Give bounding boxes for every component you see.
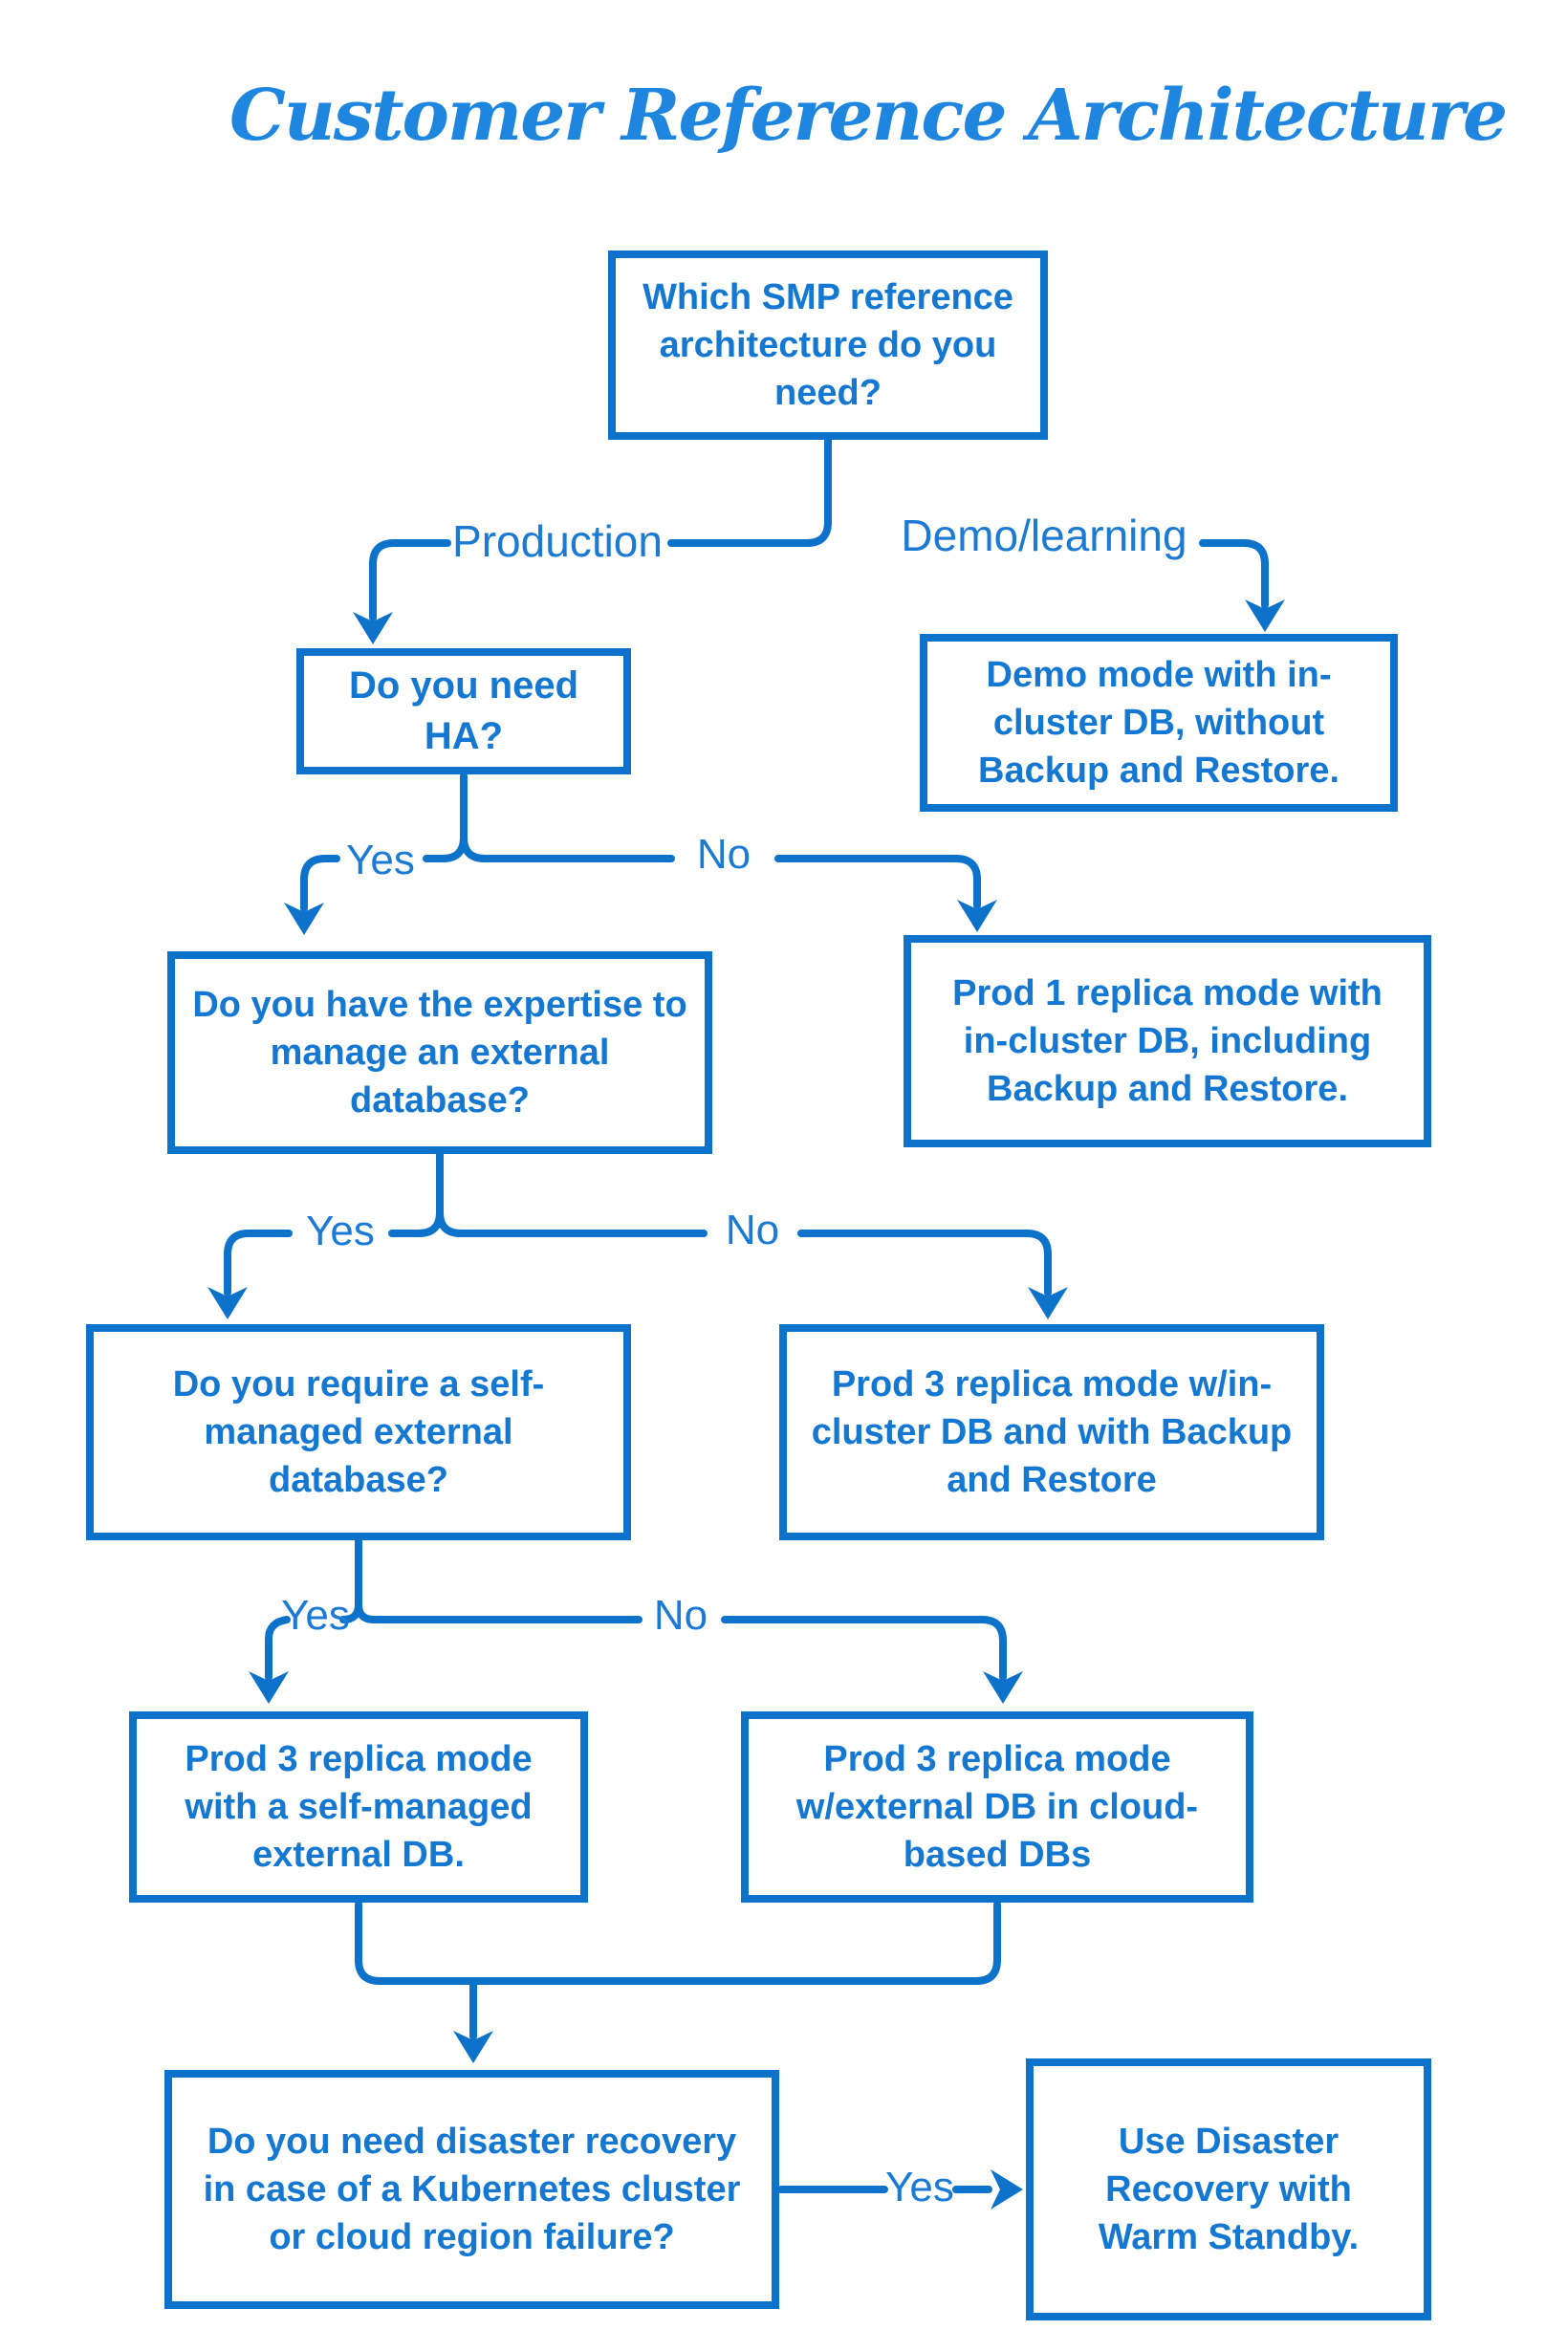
node-demo-mode: Demo mode with in-cluster DB, without Backup and Restore. [920,634,1398,812]
node-prod1-incluster: Prod 1 replica mode with in-cluster DB, including Backup and Restore. [904,935,1431,1147]
edge-label-expertise-no: No [725,1207,780,1253]
node-dr-question: Do you need disaster recovery in case of a Kubernetes cluster or cloud region failure? [164,2070,779,2309]
connector-merge [359,1905,997,1981]
arrowhead-dr-yes [991,2169,1023,2210]
page-title: Customer Reference Architecture [229,75,1507,157]
connector-ha-stem-right [464,838,671,859]
connector-ha-no [778,859,977,905]
connector-expertise-no [801,1233,1048,1293]
connector-selfmanaged-no [725,1620,1003,1677]
node-expertise-question: Do you have the expertise to manage an external database? [167,951,712,1154]
edge-label-ha-yes: Yes [346,837,415,883]
edge-label-expertise-yes: Yes [306,1208,375,1254]
node-selfmanaged-question: Do you require a self-managed external database? [86,1324,631,1540]
connector-expertise-yes [228,1233,289,1293]
edge-label-demo-learning: Demo/learning [901,511,1187,560]
node-prod3-cloud: Prod 3 replica mode w/external DB in cloud-based DBs [741,1711,1253,1903]
connector-selfmanaged-stem-right [359,1604,639,1620]
edge-label-selfmanaged-yes: Yes [281,1592,350,1639]
connector-expertise-stem-right [440,1212,704,1233]
connector-expertise-stem-left [392,1154,440,1233]
edge-label-production: Production [452,516,663,566]
node-root-question: Which SMP reference architecture do you need? [608,250,1048,440]
edge-label-dr-yes: Yes [885,2164,954,2210]
edge-label-selfmanaged-no: No [653,1592,708,1639]
connector-production [373,543,447,618]
node-dr-warm-standby: Use Disaster Recovery with Warm Standby. [1026,2058,1431,2320]
node-prod3-incluster: Prod 3 replica mode w/in-cluster DB and with Backup and Restore [779,1324,1324,1540]
connector-root-stem [671,440,828,543]
node-prod3-selfmanaged: Prod 3 replica mode with a self-managed external DB. [129,1711,588,1903]
node-need-ha: Do you need HA? [296,648,631,774]
edge-label-ha-no: No [696,831,751,878]
connector-demo [1203,543,1265,605]
connector-ha-yes [304,859,337,908]
connector-ha-stem-left [426,776,464,859]
